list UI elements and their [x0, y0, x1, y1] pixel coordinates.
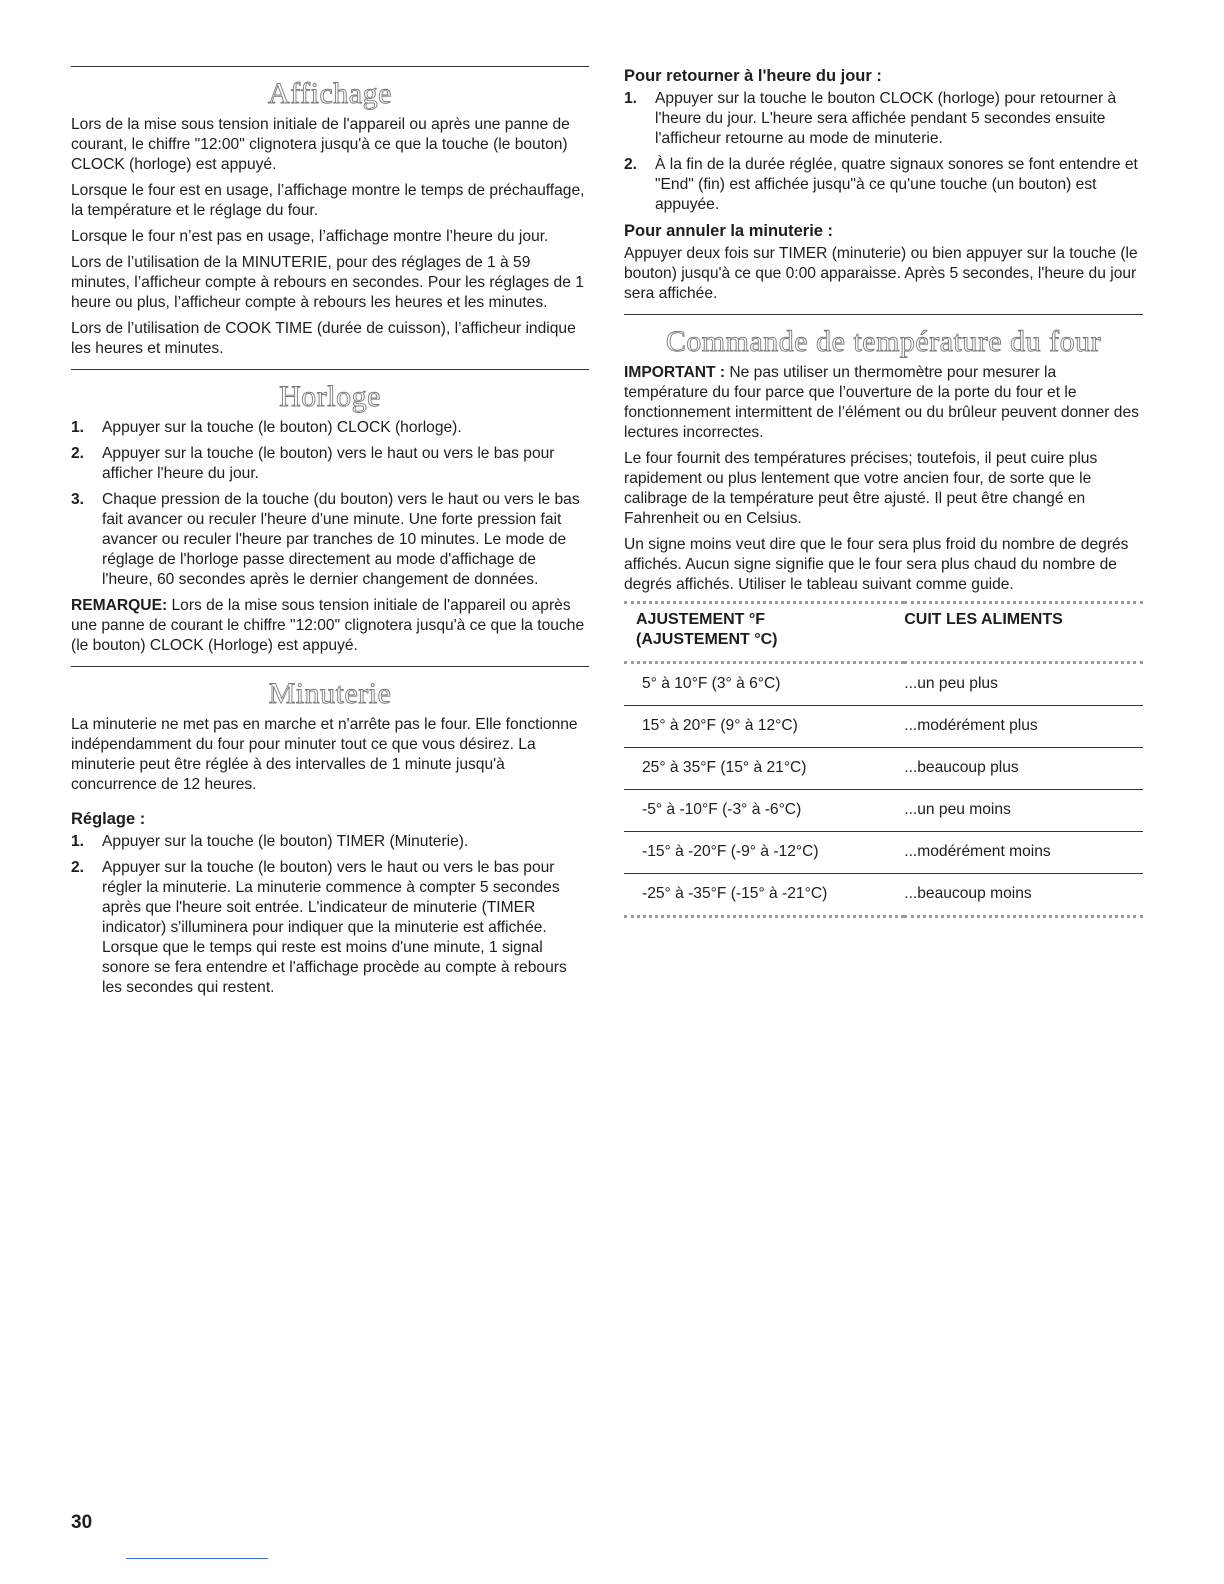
minuterie-title: Minuterie — [268, 677, 392, 710]
section-divider — [71, 666, 589, 667]
important-label: IMPORTANT : — [624, 364, 726, 381]
step-text: Appuyer sur la touche (le bouton) TIMER (Minuterie). — [102, 833, 469, 850]
cell-adjustment: -5° à -10°F (-3° à -6°C) — [624, 790, 904, 832]
cell-result: ...modérément moins — [904, 832, 1143, 874]
step-text: Chaque pression de la touche (du bouton) vers le haut ou vers le bas fait avancer ou reculer l'heure d'une minute. Une forte pression fait avancer ou reculer l'heure par tranches de 10 minutes. Le mode de réglage de l'horloge passe directement au mode d'affichage de l'heure, 60 secondes après le dernier changement de données. — [102, 491, 580, 588]
header-result: CUIT LES ALIMENTS — [904, 603, 1143, 663]
reglage-subtitle: Réglage : — [71, 810, 146, 828]
step-number: 2. — [71, 445, 85, 462]
reglage-steps — [71, 832, 589, 998]
step-number: 2. — [71, 859, 85, 876]
affichage-paragraph: Lors de la mise sous tension initiale de l'appareil ou après une panne de courant, le chiffre "12:00" clignotera jusqu'à ce que la touche (le bouton) CLOCK (horloge) est appuyé. — [71, 116, 570, 173]
cell-adjustment: 25° à 35°F (15° à 21°C) — [624, 748, 904, 790]
step-text: À la fin de la durée réglée, quatre signaux sonores se font entendre et "End" (fin) est affichée jusqu"à ce qu'une touche (un bouton) est appuyée. — [655, 156, 1138, 213]
affichage-title: Affichage — [268, 77, 392, 110]
note-label: REMARQUE: — [71, 597, 168, 614]
minuterie-intro: La minuterie ne met pas en marche et n'arrête pas le four. Elle fonctionne indépendamment du four pour minuter tout ce que vous désirez. La minuterie peut être réglée à des intervalles de 1 minute jusqu'à concurrence de 12 heures. — [71, 716, 578, 793]
affichage-paragraph: Lors de l’utilisation de la MINUTERIE, pour des réglages de 1 à 59 minutes, l’afficheur compte à rebours en secondes. Pour les réglages de 1 heure ou plus, l’afficheur compte à rebours les heures et les minutes. — [71, 254, 584, 311]
header-adjustment — [624, 603, 904, 663]
cell-result: ...beaucoup plus — [904, 748, 1143, 790]
commande-title: Commande de température du four — [665, 325, 1102, 358]
step-text: Appuyer sur la touche (le bouton) CLOCK (horloge). — [102, 419, 462, 436]
important-paragraph — [624, 363, 1143, 443]
right-column — [624, 66, 1143, 918]
cell-result: ...un peu moins — [904, 790, 1143, 832]
header-adjustment-c: (AJUSTEMENT °C) — [636, 631, 778, 648]
table-row — [624, 874, 1143, 917]
important-text: Ne pas utiliser un thermomètre pour mesurer la température du four parce que l’ouverture de la porte du four et le fonctionnement intermittent de l’élément ou du brûleur peuvent donner des lectures incorrectes. — [624, 364, 1139, 441]
step-number: 1. — [71, 419, 85, 436]
step-text: Appuyer sur la touche (le bouton) vers le haut ou vers le bas pour régler la minuterie. La minuterie commence à compter 5 secondes après que l'heure soit entrée. L'indicateur de minuterie (TIMER indicator) s'illuminera pour indiquer que la minuterie est affichée. Lorsque que le temps qui reste est moins d'une minute, 1 signal sonore se fera entendre et l'affichage procède au compte à rebours les secondes qui restent. — [102, 859, 567, 996]
table-row — [624, 663, 1143, 706]
note-text: Lors de la mise sous tension initiale de l'appareil ou après une panne de courant le chiffre "12:00" clignotera jusqu'à ce que la touche (le bouton) CLOCK (Horloge) est appuyé. — [71, 597, 585, 654]
commande-paragraph: Un signe moins veut dire que le four sera plus froid du nombre de degrés affichés. Aucun signe signifie que le four sera plus chaud du nombre de degrés affichés. Utiliser le tableau suivant comme guide. — [624, 536, 1129, 593]
list-item — [624, 89, 1143, 149]
step-number: 3. — [71, 491, 85, 508]
page-number: 30 — [71, 1512, 93, 1533]
horloge-note — [71, 596, 589, 656]
table-header-row — [624, 603, 1143, 663]
retour-subtitle: Pour retourner à l'heure du jour : — [624, 67, 882, 85]
annuler-text: Appuyer deux fois sur TIMER (minuterie) ou bien appuyer sur la touche (le bouton) jusqu'à ce que 0:00 apparaisse. Après 5 secondes, l'heure du jour sera affichée. — [624, 245, 1138, 302]
table-row — [624, 790, 1143, 832]
cell-adjustment: 15° à 20°F (9° à 12°C) — [624, 706, 904, 748]
step-text: Appuyer sur la touche (le bouton) vers le haut ou vers le bas pour afficher l'heure du jour. — [102, 445, 555, 482]
cell-adjustment: -25° à -35°F (-15° à -21°C) — [624, 874, 904, 917]
table-row — [624, 748, 1143, 790]
adjustment-table — [624, 601, 1143, 918]
table-row — [624, 706, 1143, 748]
retour-steps — [624, 89, 1143, 215]
commande-paragraph: Le four fournit des températures précises; toutefois, il peut cuire plus rapidement ou plus lentement que votre ancien four, de sorte que le calibrage de la température peut être ajusté. Il peut être changé en Fahrenheit ou en Celsius. — [624, 450, 1098, 527]
horloge-steps — [71, 418, 589, 590]
step-number: 2. — [624, 156, 638, 173]
section-divider — [624, 314, 1143, 315]
section-divider — [71, 66, 589, 67]
cell-result: ...beaucoup moins — [904, 874, 1143, 917]
list-item — [71, 444, 589, 484]
step-number: 1. — [624, 90, 638, 107]
step-number: 1. — [71, 833, 85, 850]
list-item — [71, 832, 589, 852]
list-item — [71, 418, 589, 438]
left-column — [71, 66, 589, 1004]
header-adjustment-f: AJUSTEMENT °F — [636, 611, 766, 628]
cell-result: ...modérément plus — [904, 706, 1143, 748]
affichage-paragraph: Lors de l’utilisation de COOK TIME (durée de cuisson), l’afficheur indique les heures et minutes. — [71, 320, 576, 357]
horloge-title: Horloge — [279, 380, 381, 413]
step-text: Appuyer sur la touche le bouton CLOCK (horloge) pour retourner à l'heure du jour. L'heure sera affichée pendant 5 secondes ensuite l'afficheur retourne au mode de minuterie. — [655, 90, 1117, 147]
affichage-paragraph: Lorsque le four n’est pas en usage, l’affichage montre l’heure du jour. — [71, 228, 549, 245]
table-row — [624, 832, 1143, 874]
footer-line — [126, 1558, 268, 1559]
list-item — [624, 155, 1143, 215]
section-divider — [71, 369, 589, 370]
affichage-paragraph: Lorsque le four est en usage, l’affichage montre le temps de préchauffage, la température et le réglage du four. — [71, 182, 585, 219]
cell-result: ...un peu plus — [904, 663, 1143, 706]
cell-adjustment: -15° à -20°F (-9° à -12°C) — [624, 832, 904, 874]
list-item — [71, 490, 589, 590]
list-item — [71, 858, 589, 998]
annuler-subtitle: Pour annuler la minuterie : — [624, 222, 834, 240]
cell-adjustment: 5° à 10°F (3° à 6°C) — [624, 663, 904, 706]
